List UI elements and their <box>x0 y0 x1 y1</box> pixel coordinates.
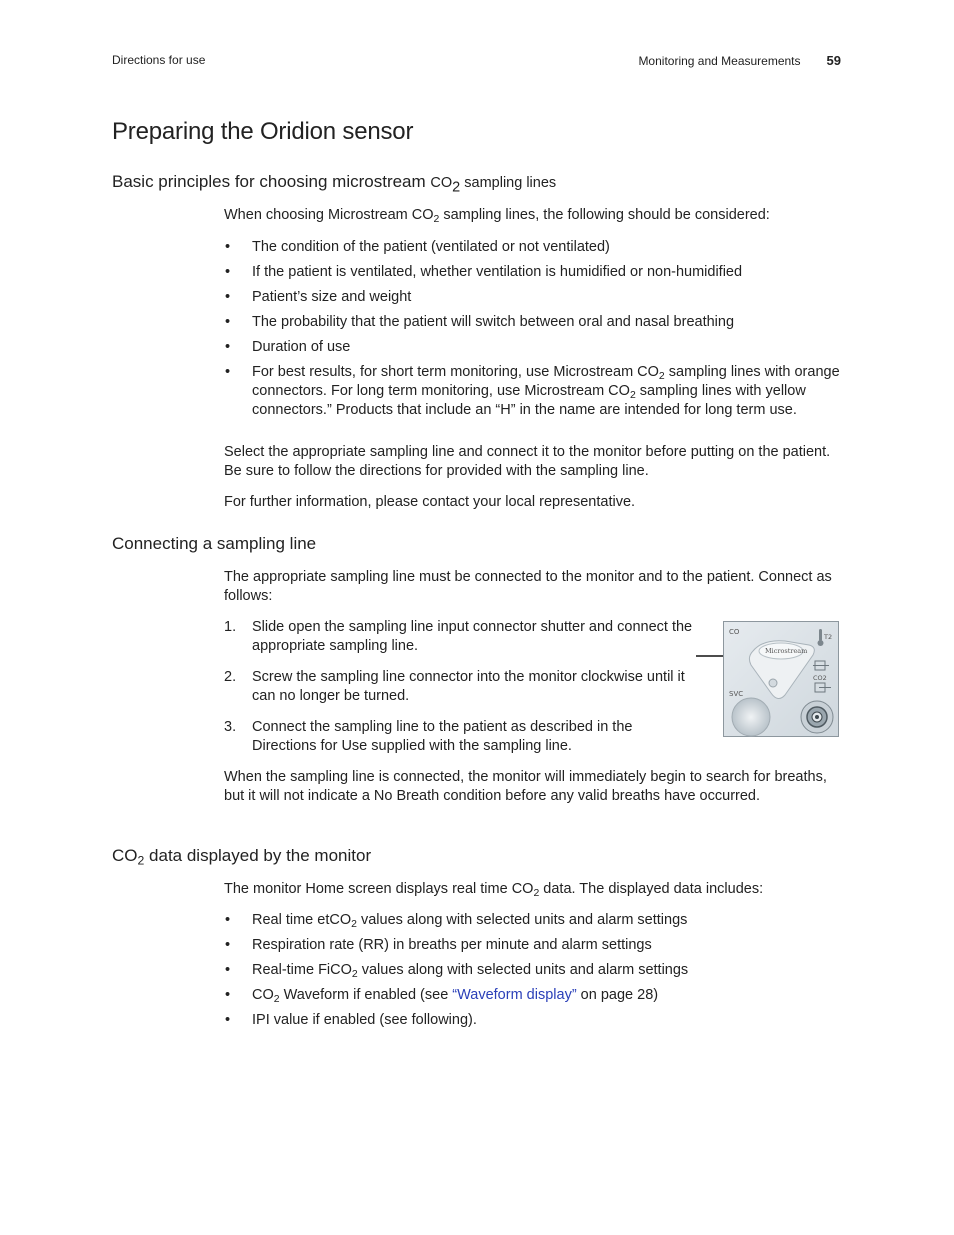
intro-tail: data. The displayed data includes: <box>539 881 764 897</box>
section-heading-connecting: Connecting a sampling line <box>112 534 317 553</box>
photo-label-microstream: Microstream <box>765 647 808 655</box>
heading-co: CO <box>430 175 453 191</box>
bullet-subscript: 2 <box>273 994 280 1006</box>
list-item: • Patient’s size and weight <box>224 288 842 307</box>
connector-panel-photo <box>723 621 839 737</box>
intro-tail: sampling lines, the following should be considered: <box>439 207 770 223</box>
step-item <box>224 718 694 756</box>
intro-text: The monitor Home screen displays real time CO <box>224 881 534 897</box>
bullet-subscript: 2 <box>658 371 665 383</box>
bullet-text: Waveform if enabled (see <box>279 987 453 1003</box>
step-item <box>224 618 694 656</box>
heading-co: CO <box>112 846 138 865</box>
page-title: Preparing the Oridion sensor <box>112 118 414 145</box>
running-header-section: Monitoring and Measurements <box>638 54 801 68</box>
bullet-text: For best results, for short term monitoring, use Microstream CO <box>252 364 659 380</box>
bullet-subscript: 2 <box>629 390 636 402</box>
list-item: • The condition of the patient (ventilated or not ventilated) <box>224 238 842 257</box>
list-item <box>224 363 842 420</box>
intro-subscript: 2 <box>433 214 440 226</box>
bullet-text: sampling lines with orange connectors. For long term monitoring, use Microstream CO <box>252 364 840 399</box>
step-number: 2. <box>224 669 237 685</box>
step-item <box>224 668 694 706</box>
section1-intro <box>224 206 842 225</box>
section2-outro <box>224 768 842 806</box>
list-item: • IPI value if enabled (see following). <box>224 1011 842 1030</box>
running-header-right <box>638 53 841 68</box>
paragraph: When the sampling line is connected, the monitor will immediately begin to search for breaths, but it will not indicate a No Breath condition before any valid breaths have occurred. <box>224 769 827 804</box>
page-number: 59 <box>826 53 841 68</box>
bullet-text: Real-time FiCO <box>252 962 352 978</box>
step-text: Connect the sampling line to the patient as described in the Directions for Use supplied with the sampling line. <box>252 719 633 754</box>
list-item: • The probability that the patient will switch between oral and nasal breathing <box>224 313 842 332</box>
bullet-text: on page 28) <box>576 987 659 1003</box>
bullet-text: Real time etCO <box>252 912 352 928</box>
step-text: Screw the sampling line connector into the monitor clockwise until it can no longer be turned. <box>252 669 685 704</box>
list-item <box>224 986 842 1005</box>
step-text: Slide open the sampling line input connector shutter and connect the appropriate sampling line. <box>252 619 693 654</box>
section3-intro <box>224 880 842 899</box>
intro-text: When choosing Microstream CO <box>224 207 434 223</box>
bullet-subscript: 2 <box>351 919 357 931</box>
section1-para1 <box>224 443 842 481</box>
bullet-text: CO <box>252 987 274 1003</box>
heading-text: Basic principles for choosing microstream <box>112 172 431 191</box>
step-number: 3. <box>224 719 237 735</box>
waveform-display-link[interactable]: “Waveform display” <box>452 987 577 1003</box>
photo-label-t2: T2 <box>824 633 833 641</box>
displayed-data-list <box>224 911 842 1036</box>
section-heading-co2-data <box>112 846 371 866</box>
intro-subscript: 2 <box>533 888 540 900</box>
bullet-text: sampling lines with yellow connectors.” Products that include an “H” in the name are intended for long term use. <box>252 383 806 418</box>
section2-intro <box>224 568 842 606</box>
heading-subscript: 2 <box>452 179 461 196</box>
list-item: • Duration of use <box>224 338 842 357</box>
heading-subscript: 2 <box>137 853 145 868</box>
paragraph: For further information, please contact your local representative. <box>224 494 636 510</box>
bullet-text: values along with selected units and alarm settings <box>357 962 689 978</box>
photo-label-co2: CO2 <box>813 674 827 682</box>
list-item <box>224 911 842 930</box>
list-item: • If the patient is ventilated, whether ventilation is humidified or non-humidified <box>224 263 842 282</box>
section1-para2 <box>224 493 842 512</box>
steps-list <box>224 618 694 768</box>
heading-tail: sampling lines <box>460 175 557 191</box>
considerations-list <box>224 238 842 426</box>
list-item: • Respiration rate (RR) in breaths per minute and alarm settings <box>224 936 842 955</box>
photo-label-svc: SVC <box>729 690 744 698</box>
bullet-text: values along with selected units and alarm settings <box>356 912 688 928</box>
heading-tail: data displayed by the monitor <box>144 846 372 865</box>
list-item <box>224 961 842 980</box>
section-heading-sampling-lines <box>112 172 557 196</box>
bullet-subscript: 2 <box>351 969 358 981</box>
running-header-left: Directions for use <box>112 53 206 67</box>
paragraph: Select the appropriate sampling line and connect it to the monitor before putting on the patient. Be sure to follow the directions for provided with the sampling line. <box>224 444 831 479</box>
step-number: 1. <box>224 619 237 635</box>
paragraph: The appropriate sampling line must be connected to the monitor and to the patient. Connect as follows: <box>224 569 832 604</box>
photo-label-co: CO <box>729 628 740 636</box>
